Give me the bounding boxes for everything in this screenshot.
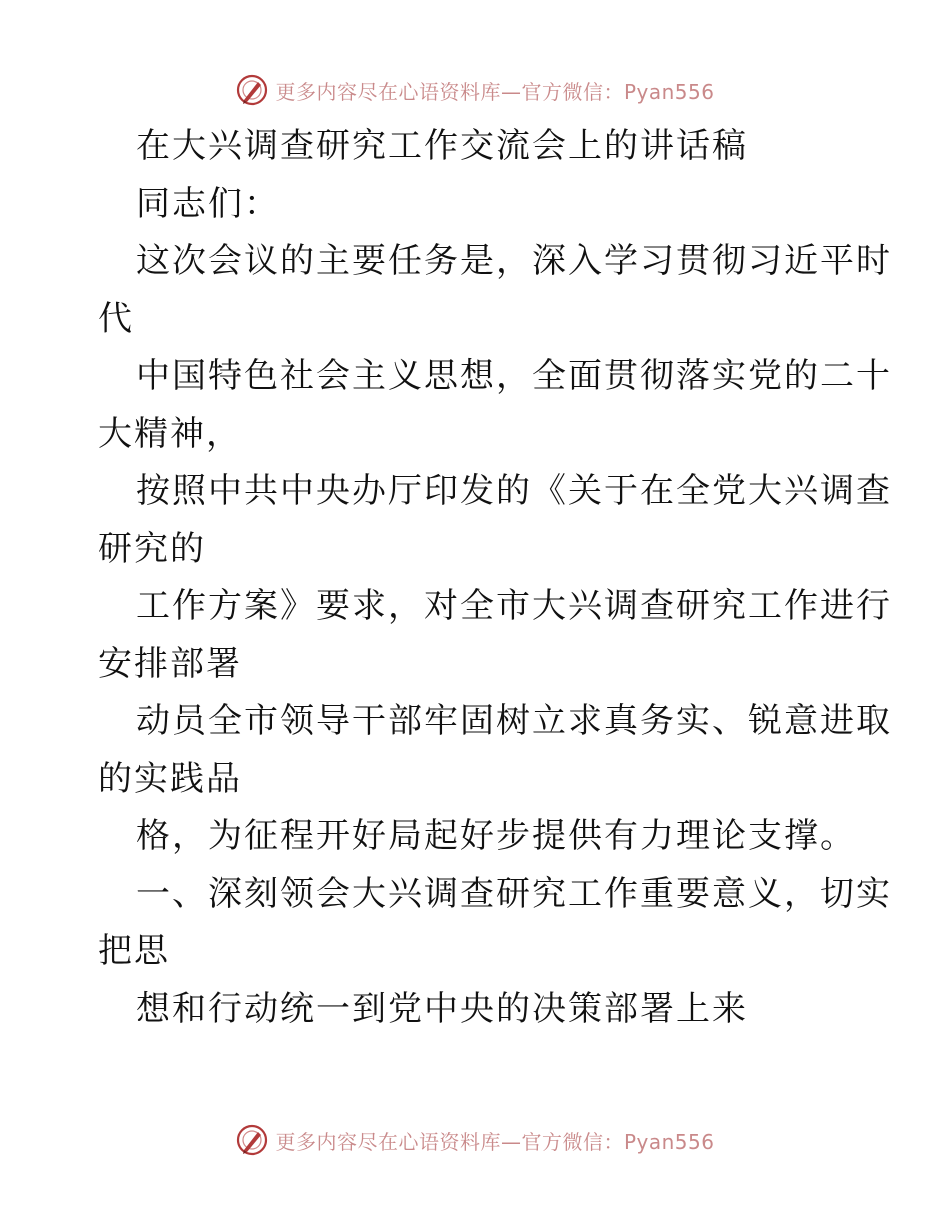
pen-logo-icon bbox=[235, 1123, 269, 1157]
watermark-footer-inner bbox=[235, 1123, 714, 1157]
watermark-footer bbox=[0, 1120, 950, 1160]
paragraph-line: 大精神， bbox=[98, 413, 242, 454]
paragraph-line: 安排部署 bbox=[98, 643, 242, 684]
watermark-header-inner bbox=[235, 73, 714, 107]
section-heading-line: 想和行动统一到党中央的决策部署上来 bbox=[136, 988, 748, 1029]
paragraph-line: 研究的 bbox=[98, 528, 206, 569]
paragraph-line: 动员全市领导干部牢固树立求真务实、锐意进取 bbox=[136, 701, 892, 741]
paragraph-line: 代 bbox=[98, 298, 134, 339]
watermark-footer-text: 更多内容尽在心语资料库—官方微信：Pyan556 bbox=[275, 1129, 715, 1154]
paragraph-line: 这次会议的主要任务是，深入学习贯彻习近平时 bbox=[136, 241, 892, 281]
paragraph-line: 同志们： bbox=[136, 183, 280, 224]
document-title: 在大兴调查研究工作交流会上的讲话稿 bbox=[136, 126, 748, 166]
paragraph-line: 中国特色社会主义思想，全面贯彻落实党的二十 bbox=[136, 356, 892, 396]
paragraph-line: 的实践品 bbox=[98, 758, 242, 799]
section-heading-line: 一、深刻领会大兴调查研究工作重要意义，切实 bbox=[136, 873, 892, 914]
paragraph-line: 按照中共中央办厅印发的《关于在全党大兴调查 bbox=[136, 471, 892, 511]
paragraph-line: 工作方案》要求，对全市大兴调查研究工作进行 bbox=[136, 586, 892, 626]
watermark-header-text: 更多内容尽在心语资料库—官方微信：Pyan556 bbox=[275, 79, 715, 104]
pen-logo-icon bbox=[235, 73, 269, 107]
paragraph-line: 格，为征程开好局起好步提供有力理论支撑。 bbox=[136, 816, 856, 856]
document-body bbox=[98, 118, 892, 1038]
watermark-header bbox=[0, 70, 950, 110]
section-heading-line: 把思 bbox=[98, 931, 170, 971]
